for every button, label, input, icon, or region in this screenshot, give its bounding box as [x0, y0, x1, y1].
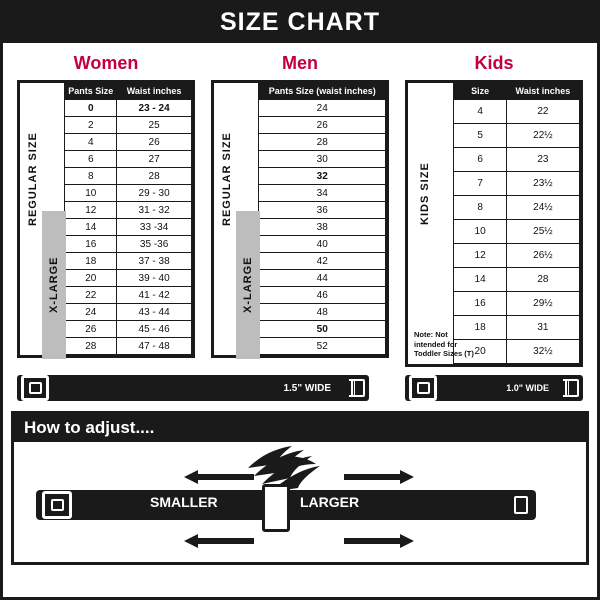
men-table-wrap — [211, 80, 389, 358]
women-size-table — [64, 83, 192, 355]
table-cell: 20 — [454, 340, 506, 364]
table-row — [259, 321, 386, 338]
women-col-waist-inches: Waist inches — [117, 84, 192, 100]
table-cell: 52 — [259, 338, 386, 355]
table-row — [259, 134, 386, 151]
table-cell: 22 — [65, 287, 117, 304]
table-cell: 12 — [454, 244, 506, 268]
table-cell: 50 — [259, 321, 386, 338]
kids-table-wrap — [405, 80, 583, 367]
men-xlarge-label: X-LARGE — [236, 211, 260, 359]
table-cell: 35 -36 — [117, 236, 192, 253]
table-row — [454, 124, 580, 148]
table-row — [454, 172, 580, 196]
women-heading: Women — [73, 53, 139, 73]
table-cell: 28 — [259, 134, 386, 151]
table-row — [65, 151, 192, 168]
table-row — [259, 168, 386, 185]
table-row — [65, 253, 192, 270]
table-cell: 28 — [65, 338, 117, 355]
table-cell: 28 — [506, 268, 579, 292]
table-cell: 23 - 24 — [117, 100, 192, 117]
table-cell: 26 — [65, 321, 117, 338]
table-cell: 20 — [65, 270, 117, 287]
table-cell: 45 - 46 — [117, 321, 192, 338]
table-cell: 28 — [117, 168, 192, 185]
table-row — [259, 219, 386, 236]
table-row — [454, 148, 580, 172]
how-to-adjust-panel — [11, 411, 589, 565]
table-row — [454, 244, 580, 268]
table-cell: 27 — [117, 151, 192, 168]
table-cell: 22 — [506, 100, 579, 124]
table-cell: 16 — [65, 236, 117, 253]
table-cell: 23 — [506, 148, 579, 172]
adult-belt-width-label: 1.5" WIDE — [283, 382, 331, 394]
women-column — [17, 49, 195, 367]
table-cell: 39 - 40 — [117, 270, 192, 287]
kids-note: Note: Not intended for Toddler Sizes (T) — [414, 330, 474, 359]
kids-size-label: KIDS SIZE — [412, 119, 438, 269]
table-cell: 47 - 48 — [117, 338, 192, 355]
table-cell: 6 — [454, 148, 506, 172]
table-cell: 41 - 42 — [117, 287, 192, 304]
table-cell: 14 — [65, 219, 117, 236]
table-row — [259, 236, 386, 253]
table-row — [65, 321, 192, 338]
belt-buckle-icon — [42, 491, 72, 519]
table-cell: 29½ — [506, 292, 579, 316]
table-row — [65, 168, 192, 185]
table-row — [65, 338, 192, 355]
table-cell: 40 — [259, 236, 386, 253]
table-row — [259, 151, 386, 168]
how-to-adjust-heading: How to adjust.... — [14, 414, 586, 442]
table-cell: 46 — [259, 287, 386, 304]
table-cell: 43 - 44 — [117, 304, 192, 321]
table-row — [65, 270, 192, 287]
table-cell: 24½ — [506, 196, 579, 220]
table-row — [259, 287, 386, 304]
men-heading: Men — [282, 53, 318, 73]
table-row — [65, 117, 192, 134]
table-cell: 12 — [65, 202, 117, 219]
table-row — [65, 100, 192, 117]
table-header-row — [259, 84, 386, 100]
table-cell: 33 -34 — [117, 219, 192, 236]
men-size-table — [258, 83, 386, 355]
table-row — [65, 304, 192, 321]
table-cell: 32 — [259, 168, 386, 185]
belt-tip-icon — [514, 496, 528, 514]
table-row — [65, 287, 192, 304]
table-cell: 26 — [117, 134, 192, 151]
table-header-row — [454, 84, 580, 100]
table-cell: 23½ — [506, 172, 579, 196]
table-row — [454, 292, 580, 316]
how-to-adjust-body — [14, 442, 586, 552]
table-cell: 48 — [259, 304, 386, 321]
women-side-labels — [20, 83, 64, 355]
table-cell: 10 — [65, 185, 117, 202]
men-side-labels — [214, 83, 258, 355]
kids-heading: Kids — [474, 53, 514, 73]
table-cell: 24 — [65, 304, 117, 321]
table-cell: 6 — [65, 151, 117, 168]
women-table-wrap — [17, 80, 195, 358]
table-row — [259, 253, 386, 270]
table-row — [259, 304, 386, 321]
table-row — [65, 236, 192, 253]
table-cell: 25½ — [506, 220, 579, 244]
table-row — [259, 117, 386, 134]
table-row — [259, 100, 386, 117]
table-cell: 7 — [454, 172, 506, 196]
table-cell: 18 — [454, 316, 506, 340]
women-regular-size-label: REGULAR SIZE — [22, 109, 44, 249]
table-cell: 24 — [259, 100, 386, 117]
table-cell: 4 — [65, 134, 117, 151]
women-col-pants-size: Pants Size — [65, 84, 117, 100]
table-cell: 31 — [506, 316, 579, 340]
table-row — [65, 134, 192, 151]
table-row — [454, 220, 580, 244]
belt-slider-handle[interactable] — [262, 484, 290, 532]
table-cell: 10 — [454, 220, 506, 244]
belt-tip-icon — [565, 379, 579, 397]
table-cell: 22½ — [506, 124, 579, 148]
women-xlarge-label: X-LARGE — [42, 211, 66, 359]
kids-side-labels — [408, 83, 474, 364]
kids-size-table — [453, 83, 580, 364]
table-cell: 26½ — [506, 244, 579, 268]
smaller-label: SMALLER — [150, 494, 218, 511]
belt-width-row — [3, 367, 597, 401]
table-header-row — [65, 84, 192, 100]
table-cell: 31 - 32 — [117, 202, 192, 219]
belt-buckle-icon — [21, 375, 49, 401]
table-cell: 30 — [259, 151, 386, 168]
kids-belt-illustration — [405, 375, 583, 401]
table-cell: 0 — [65, 100, 117, 117]
size-tables-row — [3, 43, 597, 367]
table-cell: 38 — [259, 219, 386, 236]
kids-belt-width-label: 1.0" WIDE — [506, 383, 549, 394]
table-cell: 8 — [454, 196, 506, 220]
table-cell: 42 — [259, 253, 386, 270]
table-cell: 29 - 30 — [117, 185, 192, 202]
table-row — [454, 196, 580, 220]
table-cell: 32½ — [506, 340, 579, 364]
table-cell: 18 — [65, 253, 117, 270]
kids-column — [405, 49, 583, 367]
kids-col-waist-inches: Waist inches — [506, 84, 579, 100]
table-row — [259, 202, 386, 219]
table-row — [454, 268, 580, 292]
men-column — [211, 49, 389, 367]
belt-buckle-icon — [409, 375, 437, 401]
table-row — [65, 202, 192, 219]
larger-label: LARGER — [300, 494, 360, 511]
men-regular-size-label: REGULAR SIZE — [216, 109, 238, 249]
page-title: SIZE CHART — [3, 3, 597, 43]
table-row — [65, 185, 192, 202]
table-cell: 36 — [259, 202, 386, 219]
table-row — [259, 270, 386, 287]
table-cell: 44 — [259, 270, 386, 287]
men-col-pants-size: Pants Size (waist inches) — [259, 84, 386, 100]
table-cell: 2 — [65, 117, 117, 134]
table-row — [454, 100, 580, 124]
belt-tip-icon — [351, 379, 365, 397]
table-row — [259, 338, 386, 355]
table-cell: 14 — [454, 268, 506, 292]
table-cell: 25 — [117, 117, 192, 134]
kids-col-size: Size — [454, 84, 506, 100]
table-row — [65, 219, 192, 236]
table-cell: 5 — [454, 124, 506, 148]
table-cell: 8 — [65, 168, 117, 185]
table-row — [259, 185, 386, 202]
table-cell: 34 — [259, 185, 386, 202]
table-cell: 26 — [259, 117, 386, 134]
table-cell: 37 - 38 — [117, 253, 192, 270]
adult-belt-illustration — [17, 375, 369, 401]
table-cell: 4 — [454, 100, 506, 124]
table-cell: 16 — [454, 292, 506, 316]
